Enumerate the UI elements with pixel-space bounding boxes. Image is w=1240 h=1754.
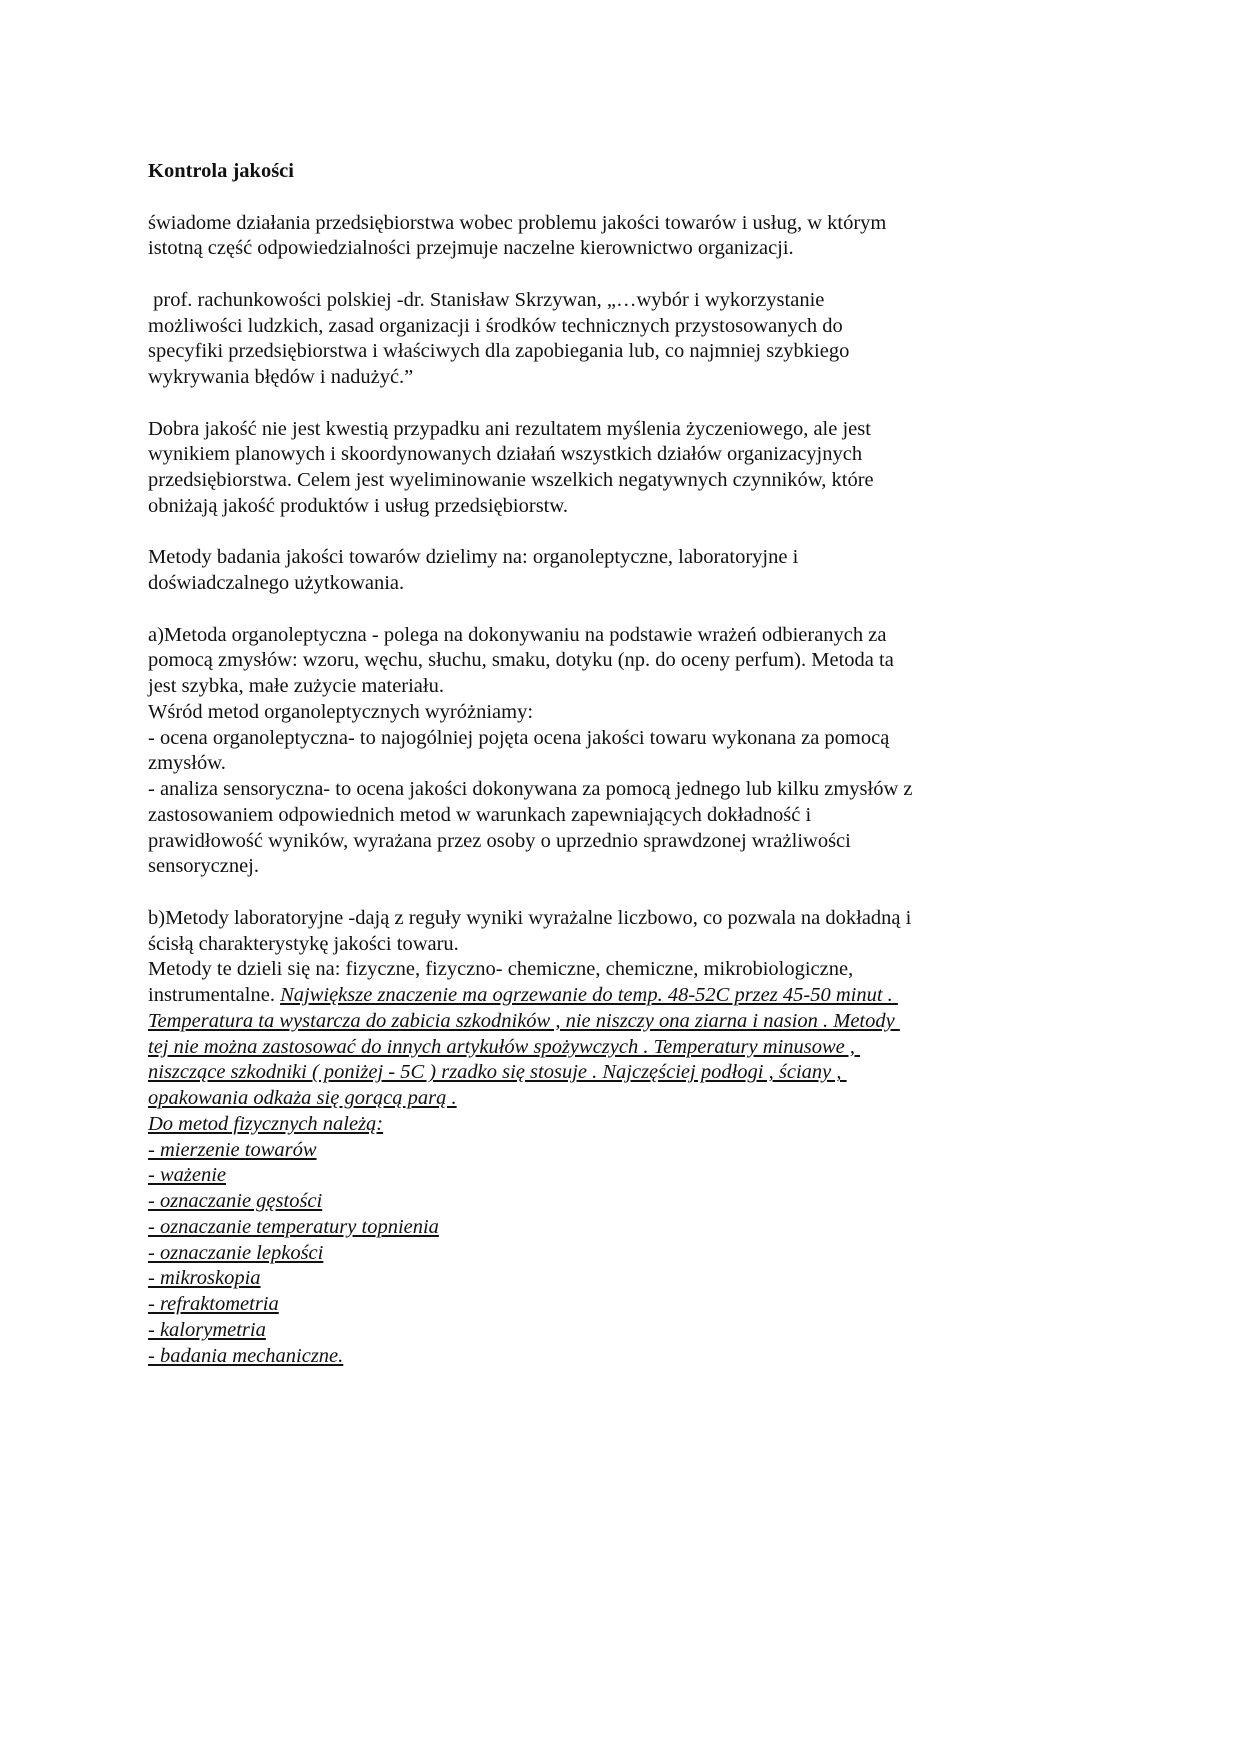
- text-line: [148, 1215, 1108, 1241]
- body-text: istotną część odpowiedzialności przejmuje naczelne kierownictwo organizacji.: [148, 237, 794, 260]
- text-line: [148, 932, 1108, 958]
- text-line: [148, 1086, 1108, 1112]
- text-line: [148, 1292, 1108, 1318]
- blank-line: [148, 185, 1108, 211]
- body-text: obniżają jakość produktów i usług przedsiębiorstw.: [148, 494, 568, 517]
- emphasized-text: Temperatura ta wystarcza do zabicia szkodników , nie niszczy ona ziarna i nasion . Metody: [148, 1009, 900, 1032]
- body-text: jest szybka, małe zużycie materiału.: [148, 675, 444, 697]
- text-line: [148, 288, 1108, 314]
- emphasized-text: - mierzenie towarów: [148, 1138, 317, 1161]
- emphasized-text: - refraktometria: [148, 1293, 279, 1315]
- text-line: [148, 777, 1108, 803]
- text-line: [148, 674, 1108, 700]
- emphasized-text: - oznaczanie lepkości: [148, 1241, 324, 1264]
- emphasized-text: - kalorymetria: [148, 1318, 266, 1341]
- text-line: [148, 983, 1108, 1009]
- text-line: [148, 494, 1108, 520]
- emphasized-text: - badania mechaniczne.: [148, 1344, 344, 1367]
- emphasized-text: opakowania odkaża się gorącą parą .: [148, 1087, 457, 1109]
- text-line: [148, 1009, 1108, 1035]
- text-line: [148, 442, 1108, 468]
- text-line: [148, 545, 1108, 571]
- emphasized-text: - oznaczanie gęstości: [148, 1190, 323, 1212]
- document-page: [148, 159, 1108, 1369]
- text-line: [148, 1241, 1108, 1267]
- body-text: ścisłą charakterystykę jakości towaru.: [148, 932, 459, 955]
- body-text: możliwości ludzkich, zasad organizacji i środków technicznych przystosowanych do: [148, 314, 843, 337]
- body-text: instrumentalne.: [148, 984, 281, 1006]
- text-line: [148, 1318, 1108, 1344]
- emphasized-text: Największe znaczenie ma ogrzewanie do temp. 48-52C przez 45-50 minut .: [280, 984, 898, 1006]
- emphasized-text: - ważenie: [148, 1164, 226, 1187]
- body-text: - ocena organoleptyczna- to najogólniej pojęta ocena jakości towaru wykonana za pomocą: [148, 726, 890, 749]
- emphasized-text: Do metod fizycznych należą:: [148, 1112, 384, 1135]
- body-text: - analiza sensoryczna- to ocena jakości dokonywana za pomocą jednego lub kilku zmysłów z: [148, 778, 913, 800]
- body-text: pomocą zmysłów: wzoru, węchu, słuchu, smaku, dotyku (np. do oceny perfum). Metoda ta: [148, 649, 894, 672]
- text-line: [148, 1138, 1108, 1164]
- body-text: sensorycznej.: [148, 855, 259, 878]
- text-line: [148, 236, 1108, 262]
- body-text: specyfiki przedsiębiorstwa i właściwych dla zapobiegania lub, co najmniej szybkiego: [148, 340, 850, 363]
- text-line: [148, 1060, 1108, 1086]
- body-text: przedsiębiorstwa. Celem jest wyeliminowanie wszelkich negatywnych czynników, które: [148, 469, 874, 491]
- body-text: świadome działania przedsiębiorstwa wobec problemu jakości towarów i usług, w którym: [148, 211, 887, 234]
- body-text: Wśród metod organoleptycznych wyróżniamy:: [148, 700, 534, 723]
- text-line: [148, 1344, 1108, 1370]
- body-text: Dobra jakość nie jest kwestią przypadku ani rezultatem myślenia życzeniowego, ale jest: [148, 417, 871, 440]
- text-line: [148, 1112, 1108, 1138]
- body-text: a)Metoda organoleptyczna - polega na dokonywaniu na podstawie wrażeń odbieranych za: [148, 623, 887, 646]
- text-line: [148, 906, 1108, 932]
- text-line: [148, 803, 1108, 829]
- emphasized-text: - oznaczanie temperatury topnienia: [148, 1215, 439, 1238]
- document-title: Kontrola jakości: [148, 160, 294, 182]
- text-line: [148, 957, 1108, 983]
- body-text: zastosowaniem odpowiednich metod w warunkach zapewniających dokładność i: [148, 803, 812, 826]
- blank-line: [148, 520, 1108, 546]
- body-text: prawidłowość wyników, wyrażana przez osoby o uprzednio sprawdzonej wrażliwości: [148, 829, 851, 852]
- blank-line: [148, 597, 1108, 623]
- text-line: [148, 700, 1108, 726]
- text-line: [148, 468, 1108, 494]
- body-text: b)Metody laboratoryjne -dają z reguły wyniki wyrażalne liczbowo, co pozwala na dokładną i: [148, 906, 912, 929]
- body-text: Metody te dzieli się na: fizyczne, fizyczno- chemiczne, chemiczne, mikrobiologiczne,: [148, 958, 854, 981]
- body-text: Metody badania jakości towarów dzielimy na: organoleptyczne, laboratoryjne i: [148, 546, 799, 569]
- body-text: prof. rachunkowości polskiej -dr. Stanisław Skrzywan, „…wybór i wykorzystanie: [148, 288, 825, 311]
- text-line: [148, 726, 1108, 752]
- document-title-line: [148, 159, 1108, 185]
- text-line: [148, 314, 1108, 340]
- emphasized-text: niszczące szkodniki ( poniżej - 5C ) rzadko się stosuje . Najczęściej podłogi , ściany ,: [148, 1061, 847, 1084]
- text-line: [148, 854, 1108, 880]
- body-text: doświadczalnego użytkowania.: [148, 572, 405, 594]
- text-line: [148, 1035, 1108, 1061]
- emphasized-text: - mikroskopia: [148, 1267, 261, 1290]
- body-text: wynikiem planowych i skoordynowanych działań wszystkich działów organizacyjnych: [148, 443, 863, 466]
- text-line: [148, 623, 1108, 649]
- blank-line: [148, 880, 1108, 906]
- text-line: [148, 1189, 1108, 1215]
- text-line: [148, 571, 1108, 597]
- text-line: [148, 1163, 1108, 1189]
- emphasized-text: tej nie można zastosować do innych artykułów spożywczych . Temperatury minusowe ,: [148, 1035, 861, 1058]
- text-line: [148, 365, 1108, 391]
- text-line: [148, 211, 1108, 237]
- body-text: zmysłów.: [148, 752, 226, 775]
- text-line: [148, 339, 1108, 365]
- blank-line: [148, 391, 1108, 417]
- text-line: [148, 1266, 1108, 1292]
- text-line: [148, 829, 1108, 855]
- text-line: [148, 648, 1108, 674]
- text-line: [148, 417, 1108, 443]
- body-text: wykrywania błędów i nadużyć.”: [148, 366, 414, 388]
- blank-line: [148, 262, 1108, 288]
- text-line: [148, 751, 1108, 777]
